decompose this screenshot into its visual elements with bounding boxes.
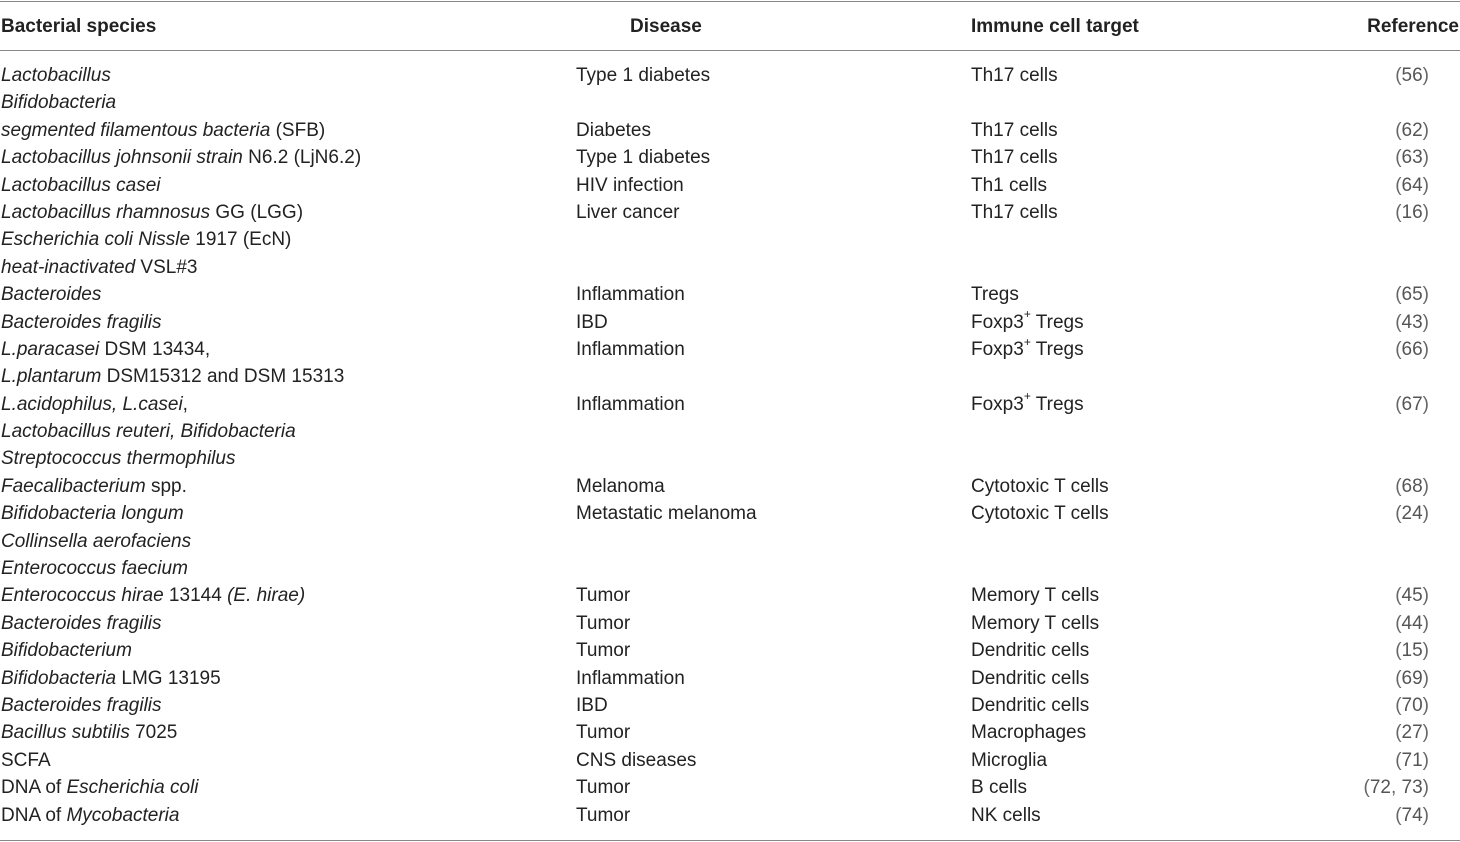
- cell-disease: Inflammation: [576, 393, 685, 415]
- cell-immune-cell-target: Foxp3+ Tregs: [971, 334, 1084, 360]
- cell-reference[interactable]: (27): [1395, 722, 1429, 744]
- table-row: [0, 117, 1460, 144]
- cell-bacterial-species: Bifidobacteria: [1, 92, 117, 114]
- cell-reference[interactable]: (62): [1395, 119, 1429, 141]
- cell-bacterial-species: Bacteroides: [1, 284, 102, 306]
- cell-bacterial-species: Escherichia coli Nissle 1917 (EcN): [1, 229, 292, 251]
- table-row: [0, 665, 1460, 692]
- table-row: [0, 719, 1460, 746]
- cell-reference[interactable]: (71): [1395, 749, 1429, 771]
- cell-bacterial-species: Bifidobacteria longum: [1, 503, 184, 525]
- cell-disease: Melanoma: [576, 475, 665, 497]
- cell-bacterial-species: segmented filamentous bacteria (SFB): [1, 119, 326, 141]
- cell-bacterial-species: Collinsella aerofaciens: [1, 530, 192, 552]
- cell-disease: Inflammation: [576, 667, 685, 689]
- cell-bacterial-species: Bacteroides fragilis: [1, 311, 162, 333]
- cell-reference[interactable]: (74): [1395, 804, 1429, 826]
- table-row: [0, 418, 1460, 445]
- cell-bacterial-species: DNA of Mycobacteria: [1, 804, 180, 826]
- table-row: [0, 62, 1460, 89]
- cell-bacterial-species: SCFA: [1, 749, 51, 771]
- cell-reference[interactable]: (64): [1395, 174, 1429, 196]
- cell-reference[interactable]: (44): [1395, 612, 1429, 634]
- cell-bacterial-species: Bacillus subtilis 7025: [1, 722, 178, 744]
- cell-bacterial-species: heat-inactivated VSL#3: [1, 256, 198, 278]
- cell-bacterial-species: Bifidobacteria LMG 13195: [1, 667, 221, 689]
- cell-reference[interactable]: (67): [1395, 393, 1429, 415]
- cell-reference[interactable]: (16): [1395, 201, 1429, 223]
- cell-bacterial-species: Bacteroides fragilis: [1, 612, 162, 634]
- cell-disease: Type 1 diabetes: [576, 65, 711, 86]
- cell-bacterial-species: Lactobacillus rhamnosus GG (LGG): [1, 201, 304, 223]
- header-immune-cell-target: Immune cell target: [971, 16, 1139, 37]
- cell-disease: IBD: [576, 311, 608, 333]
- table-row: [0, 528, 1460, 555]
- table-row: [0, 610, 1460, 637]
- cell-reference[interactable]: (72, 73): [1363, 777, 1429, 799]
- table-header: [0, 0, 1460, 50]
- cell-immune-cell-target: Cytotoxic T cells: [971, 503, 1109, 525]
- table-bottom-rule: [0, 840, 1460, 841]
- table-row: [0, 802, 1460, 829]
- header-reference: Reference: [1367, 16, 1459, 37]
- cell-reference[interactable]: (43): [1395, 311, 1429, 333]
- cell-immune-cell-target: Th17 cells: [971, 201, 1058, 223]
- cell-immune-cell-target: Tregs: [971, 284, 1019, 306]
- cell-bacterial-species: Lactobacillus casei: [1, 174, 161, 196]
- table-row: [0, 363, 1460, 390]
- table-row: [0, 747, 1460, 774]
- cell-bacterial-species: Lactobacillus: [1, 65, 111, 86]
- cell-disease: Diabetes: [576, 119, 651, 141]
- cell-disease: CNS diseases: [576, 749, 697, 771]
- table-row: [0, 582, 1460, 609]
- cell-disease: Tumor: [576, 777, 631, 799]
- cell-bacterial-species: L.plantarum DSM15312 and DSM 15313: [1, 366, 345, 388]
- cell-reference[interactable]: (65): [1395, 284, 1429, 306]
- cell-bacterial-species: L.acidophilus, L.casei,: [1, 393, 188, 415]
- cell-immune-cell-target: Th17 cells: [971, 119, 1058, 141]
- table-row: [0, 473, 1460, 500]
- table-row: [0, 555, 1460, 582]
- cell-reference[interactable]: (45): [1395, 585, 1429, 607]
- cell-immune-cell-target: Th1 cells: [971, 174, 1048, 196]
- cell-bacterial-species: Lactobacillus reuteri, Bifidobacteria: [1, 421, 296, 443]
- table-row: [0, 199, 1460, 226]
- cell-immune-cell-target: Dendritic cells: [971, 667, 1090, 689]
- cell-disease: Type 1 diabetes: [576, 147, 711, 169]
- table-row: [0, 254, 1460, 281]
- cell-bacterial-species: Enterococcus faecium: [1, 558, 188, 580]
- cell-bacterial-species: Enterococcus hirae 13144 (E. hirae): [1, 585, 306, 607]
- cell-reference[interactable]: (68): [1395, 475, 1429, 497]
- cell-disease: Inflammation: [576, 338, 685, 360]
- cell-disease: Metastatic melanoma: [576, 503, 757, 525]
- cell-immune-cell-target: Foxp3+ Tregs: [971, 307, 1084, 333]
- cell-reference[interactable]: (66): [1395, 338, 1429, 360]
- cell-immune-cell-target: NK cells: [971, 804, 1041, 826]
- cell-disease: Tumor: [576, 612, 631, 634]
- header-disease: Disease: [630, 16, 702, 37]
- cell-bacterial-species: L.paracasei DSM 13434,: [1, 338, 211, 360]
- table-row: [0, 445, 1460, 472]
- cell-bacterial-species: Bifidobacterium: [1, 640, 132, 662]
- table-row: [0, 637, 1460, 664]
- cell-immune-cell-target: Foxp3+ Tregs: [971, 389, 1084, 415]
- cell-disease: IBD: [576, 694, 608, 716]
- cell-reference[interactable]: (63): [1395, 147, 1429, 169]
- cell-immune-cell-target: Dendritic cells: [971, 640, 1090, 662]
- header-bacterial-species: Bacterial species: [1, 16, 157, 37]
- cell-immune-cell-target: Th17 cells: [971, 65, 1058, 86]
- table-row: [0, 281, 1460, 308]
- table-row: [0, 89, 1460, 116]
- table-row: [0, 692, 1460, 719]
- cell-reference[interactable]: (69): [1395, 667, 1429, 689]
- table-row: [0, 172, 1460, 199]
- cell-bacterial-species: DNA of Escherichia coli: [1, 777, 199, 799]
- table-row: [0, 391, 1460, 418]
- cell-reference[interactable]: (56): [1395, 65, 1429, 86]
- cell-immune-cell-target: Cytotoxic T cells: [971, 475, 1109, 497]
- table-row: [0, 309, 1460, 336]
- cell-reference[interactable]: (70): [1395, 694, 1429, 716]
- cell-immune-cell-target: Memory T cells: [971, 585, 1100, 607]
- cell-immune-cell-target: Microglia: [971, 749, 1048, 771]
- table-row: [0, 226, 1460, 253]
- cell-immune-cell-target: Macrophages: [971, 722, 1087, 744]
- table-row: [0, 774, 1460, 801]
- cell-reference[interactable]: (24): [1395, 503, 1429, 525]
- cell-disease: Inflammation: [576, 284, 685, 306]
- cell-bacterial-species: Bacteroides fragilis: [1, 694, 162, 716]
- cell-disease: Tumor: [576, 640, 631, 662]
- cell-reference[interactable]: (15): [1395, 640, 1429, 662]
- cell-disease: HIV infection: [576, 174, 684, 196]
- cell-disease: Tumor: [576, 585, 631, 607]
- cell-immune-cell-target: Dendritic cells: [971, 694, 1090, 716]
- cell-disease: Tumor: [576, 722, 631, 744]
- table-row: [0, 336, 1460, 363]
- cell-immune-cell-target: B cells: [971, 777, 1027, 799]
- table-row: [0, 500, 1460, 527]
- cell-bacterial-species: Faecalibacterium spp.: [1, 475, 187, 497]
- table-body: [0, 62, 1460, 829]
- cell-bacterial-species: Streptococcus thermophilus: [1, 448, 236, 470]
- cell-disease: Liver cancer: [576, 201, 680, 223]
- cell-immune-cell-target: Memory T cells: [971, 612, 1100, 634]
- cell-immune-cell-target: Th17 cells: [971, 147, 1058, 169]
- cell-bacterial-species: Lactobacillus johnsonii strain N6.2 (LjN6.2): [1, 147, 362, 169]
- cell-disease: Tumor: [576, 804, 631, 826]
- table-header-rule: [0, 50, 1460, 51]
- table-row: [0, 144, 1460, 171]
